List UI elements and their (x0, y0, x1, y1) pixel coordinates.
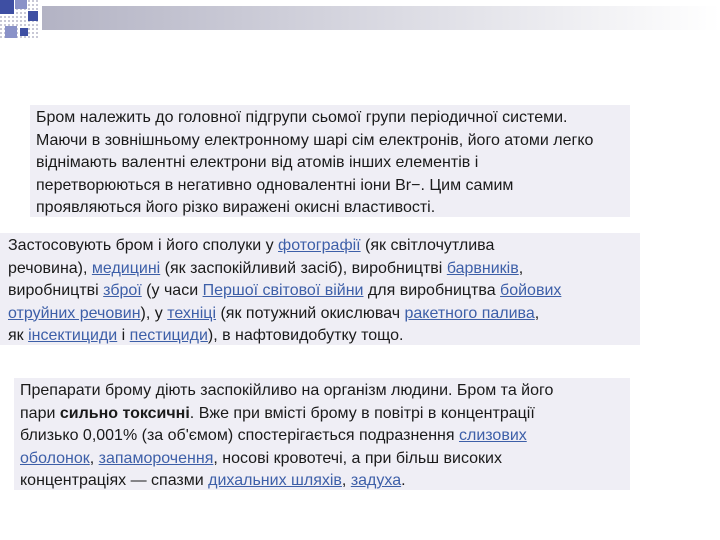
link-photography[interactable]: фотографії (278, 237, 361, 254)
text-line: пари сильно токсичні. Вже при вмісті брому в повітрі в концентрації (20, 404, 535, 422)
link-medicine[interactable]: медицині (91, 259, 161, 277)
text-line: оболонок, запаморочення, носові кровотечі, а при більш високих (20, 449, 502, 467)
link-insecticides[interactable]: інсектициди (28, 327, 118, 344)
link-poisonous-substances[interactable]: отруйних речовин (8, 304, 141, 322)
text-line: Застосовують бром і його сполуки у фотографії (як світлочутлива (8, 237, 495, 254)
link-dizziness[interactable]: запаморочення (98, 449, 214, 467)
link-weapons[interactable]: зброї (103, 282, 142, 299)
link-mucous[interactable]: слизових (458, 427, 527, 444)
text-line: проявляються його різко виражені окисні властивості. (36, 199, 436, 216)
link-suffocation[interactable]: задуха (350, 472, 402, 489)
paragraph-bromine-group (30, 105, 630, 217)
decorative-header-bar (0, 0, 720, 40)
link-airways[interactable]: дихальних шляхів (208, 472, 342, 489)
link-membranes[interactable]: оболонок (20, 449, 90, 467)
text-line: отруйних речовин), у техніці (як потужний окислювач ракетного палива, (8, 304, 540, 322)
text-line: концентраціях — спазми дихальних шляхів, задуха. (20, 472, 406, 489)
paragraph-applications (0, 233, 640, 345)
text-line: близько 0,001% (за об'ємом) спостерігається подразнення слизових (20, 427, 527, 444)
link-rocket-fuel[interactable]: ракетного палива (404, 304, 535, 322)
text-line: як інсектициди і пестициди), в нафтовидобутку тощо. (8, 327, 404, 344)
bold-text: сильно токсичні (59, 404, 190, 422)
link-technology[interactable]: техніці (167, 304, 217, 322)
link-dyes[interactable]: барвників (446, 259, 519, 277)
text-line: виробництві зброї (у часи Першої світової війни для виробництва бойових (8, 282, 562, 299)
text-line: перетворюються в негативно одновалентні іони Br−. Цим самим (36, 176, 514, 194)
text-line: Маючи в зовнішньому електронному шарі сім електронів, його атоми легко (36, 131, 594, 149)
text-line: речовина), медицині (як заспокійливий засіб), виробництві барвників, (8, 259, 524, 277)
link-world-war-one[interactable]: Першої світової війни (202, 282, 364, 299)
link-pesticides[interactable]: пестициди (129, 327, 208, 344)
text-line: Препарати брому діють заспокійливо на організм людини. Бром та його (20, 382, 554, 399)
paragraph-toxicity (14, 378, 630, 490)
link-chemical-warfare[interactable]: бойових (500, 282, 562, 299)
text-line: віднімають валентні електрони від атомів інших елементів і (36, 154, 479, 171)
text-line: Бром належить до головної підгрупи сьомої групи періодичної системи. (36, 109, 568, 126)
